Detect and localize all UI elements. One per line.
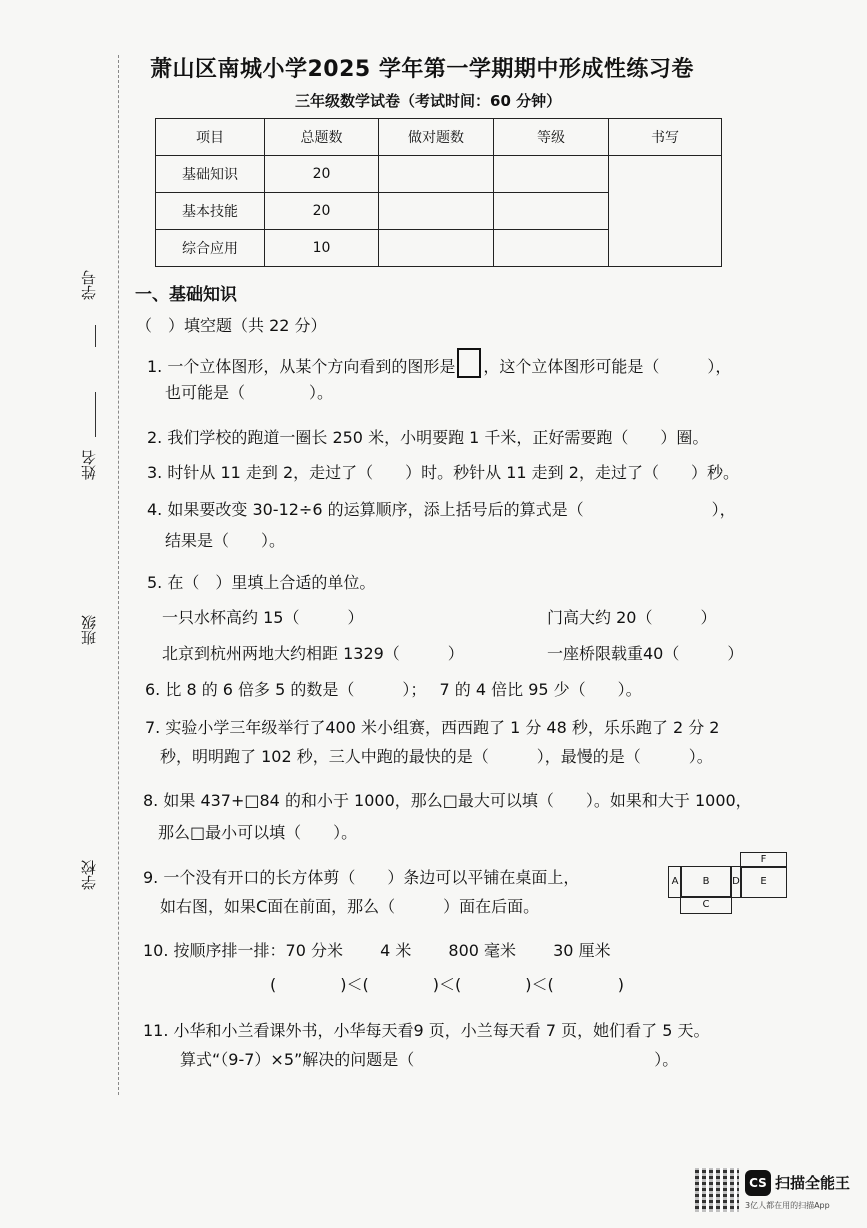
- question-3: 3. 时针从 11 走到 2，走过了（ ）时。秒针从 11 走到 2，走过了（ ）秒。: [147, 463, 739, 482]
- net-face-a: A: [668, 866, 682, 898]
- table-header-row: [156, 119, 722, 156]
- row-item: 基础知识: [156, 156, 265, 193]
- row-correct-cell[interactable]: [379, 230, 494, 267]
- net-face-f: F: [740, 852, 787, 868]
- row-total: 20: [265, 193, 379, 230]
- question-5: 5. 在（ ）里填上合适的单位。: [147, 573, 376, 592]
- question-5-item-1: 一只水杯高约 15（ ）: [162, 608, 364, 627]
- question-8-line2: 那么□最小可以填（ ）。: [158, 823, 358, 842]
- header-total: 总题数: [265, 119, 379, 156]
- question-5-item-2: 门高大约 20（ ）: [547, 608, 717, 627]
- camscanner-logo: CS: [745, 1170, 771, 1196]
- section-title: 一、基础知识: [135, 285, 237, 305]
- question-10: 10. 按顺序排一排：70 分米 4 米 800 毫米 30 厘米: [143, 941, 611, 960]
- row-total: 10: [265, 230, 379, 267]
- question-2: 2. 我们学校的跑道一圈长 250 米，小明要跑 1 千米，正好需要跑（ ）圈。: [147, 428, 709, 447]
- row-grade-cell[interactable]: [494, 230, 609, 267]
- watermark-tagline: 3亿人都在用的扫描App: [745, 1201, 830, 1210]
- page-title: 萧山区南城小学2025 学年第一学期期中形成性练习卷: [150, 57, 694, 82]
- row-correct-cell[interactable]: [379, 156, 494, 193]
- row-item: 基本技能: [156, 193, 265, 230]
- question-1: [147, 348, 731, 378]
- header-grade: 等级: [494, 119, 609, 156]
- row-grade-cell[interactable]: [494, 193, 609, 230]
- side-label-class: 班级: [80, 615, 98, 645]
- question-11-line2: 算式“（9-7）×5”解决的问题是（ ）。: [180, 1050, 679, 1069]
- header-writing: 书写: [609, 119, 722, 156]
- side-label-school: 学校: [80, 860, 98, 890]
- q1-text-post: ，这个立体图形可能是（ ），: [483, 357, 732, 376]
- binding-line: [118, 55, 119, 1095]
- question-5-item-4: 一座桥限载重40（ ）: [547, 644, 744, 663]
- question-5-item-3: 北京到杭州两地大约相距 1329（ ）: [162, 644, 464, 663]
- header-correct: 做对题数: [379, 119, 494, 156]
- table-row: [156, 156, 722, 193]
- rectangle-shape-icon: [457, 348, 481, 378]
- question-6: 6. 比 8 的 6 倍多 5 的数是（ ）； 7 的 4 倍比 95 少（ ）。: [145, 680, 642, 699]
- row-correct-cell[interactable]: [379, 193, 494, 230]
- qr-code-icon: [695, 1168, 739, 1212]
- question-4: 4. 如果要改变 30-12÷6 的运算顺序，添上括号后的算式是（ ），: [147, 500, 736, 519]
- net-face-b: B: [680, 866, 732, 898]
- question-7: 7. 实验小学三年级举行了400 米小组赛，西西跑了 1 分 48 秒，乐乐跑了 2 分 2: [145, 718, 720, 737]
- writing-cell[interactable]: [609, 156, 722, 267]
- question-9-line2: 如右图，如果C面在前面，那么（ ）面在后面。: [160, 897, 540, 916]
- question-9: 9. 一个没有开口的长方体剪（ ）条边可以平铺在桌面上，: [143, 868, 580, 887]
- cuboid-net-diagram: [668, 852, 788, 916]
- question-7-line2: 秒，明明跑了 102 秒，三人中跑的最快的是（ ），最慢的是（ ）。: [160, 747, 713, 766]
- q1-text-pre: 1. 一个立体图形，从某个方向看到的图形是: [147, 357, 456, 376]
- question-11: 11. 小华和小兰看课外书，小华每天看9 页，小兰每天看 7 页，她们看了 5 天。: [143, 1021, 710, 1040]
- watermark-name: 扫描全能王: [775, 1174, 851, 1192]
- student-id-blank: [95, 325, 96, 347]
- question-4-line2: 结果是（ ）。: [165, 531, 286, 550]
- row-grade-cell[interactable]: [494, 156, 609, 193]
- page-subtitle: 三年级数学试卷（考试时间：60 分钟）: [295, 92, 562, 110]
- header-item: 项目: [156, 119, 265, 156]
- question-1-line2: 也可能是（ ）。: [165, 383, 334, 402]
- side-label-student-id: 学号: [80, 270, 98, 300]
- side-label-name: 姓名: [80, 450, 98, 480]
- row-item: 综合应用: [156, 230, 265, 267]
- question-8: 8. 如果 437+□84 的和小于 1000，那么□最大可以填（ ）。如果和大于 1000，: [143, 791, 752, 810]
- score-table: [155, 118, 722, 267]
- net-face-d: D: [730, 866, 742, 898]
- question-10-blanks: ( )＜( )＜( )＜( ): [270, 975, 624, 994]
- section-subtitle: （ ）填空题（共 22 分）: [136, 316, 327, 335]
- net-face-e: E: [740, 866, 787, 898]
- name-blank: [95, 392, 96, 437]
- row-total: 20: [265, 156, 379, 193]
- net-face-c: C: [680, 896, 732, 914]
